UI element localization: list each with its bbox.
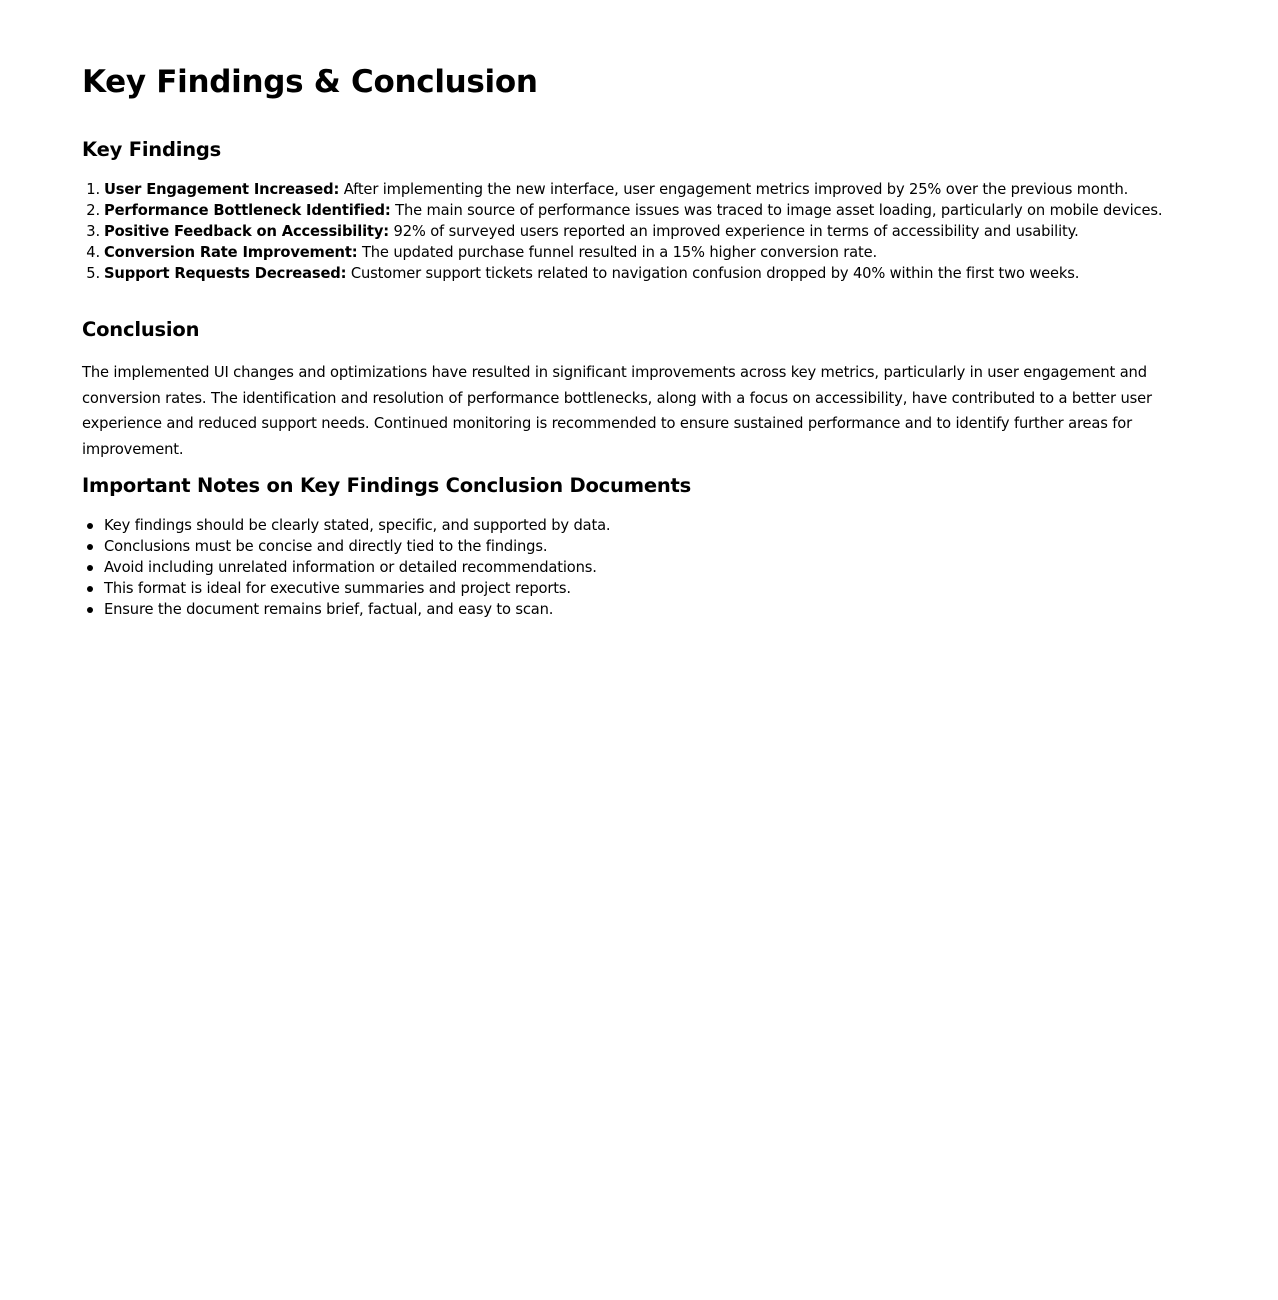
conclusion-paragraph: The implemented UI changes and optimizations have resulted in significant improvements across key metrics, particularly in user engagement and conversion rates. The identification and resolution of performance bottlenecks, along with a focus on accessibility, have contributed to a better user experience and reduced support needs. Continued monitoring is recommended to ensure sustained performance and to identify further areas for improvement. [82, 364, 1152, 458]
finding-title: User Engagement Increased: [104, 181, 340, 198]
list-item [82, 200, 1212, 221]
finding-text: 92% of surveyed users reported an improved experience in terms of accessibility and usability. [388, 223, 1079, 240]
list-item [82, 179, 1212, 200]
key-findings-list [82, 179, 1212, 284]
finding-title: Conversion Rate Improvement: [104, 244, 358, 261]
conclusion-heading: Conclusion [82, 318, 200, 341]
page-title: Key Findings & Conclusion [82, 64, 538, 100]
finding-text: After implementing the new interface, user engagement metrics improved by 25% over the previous month. [339, 181, 1129, 198]
bullet-icon [87, 565, 93, 571]
finding-text: The updated purchase funnel resulted in a 15% higher conversion rate. [357, 244, 878, 261]
list-item [82, 536, 1212, 557]
list-number: 2. [86, 202, 100, 219]
notes-list [82, 515, 1212, 620]
list-item [82, 263, 1212, 284]
key-findings-heading: Key Findings [82, 138, 222, 161]
list-number: 5. [86, 265, 100, 282]
list-item [82, 242, 1212, 263]
finding-text: The main source of performance issues was traced to image asset loading, particularly on mobile devices. [390, 202, 1163, 219]
bullet-icon [87, 607, 93, 613]
finding-text: Customer support tickets related to navigation confusion dropped by 40% within the first two weeks. [346, 265, 1080, 282]
list-number: 1. [86, 181, 100, 198]
list-item [82, 557, 1212, 578]
finding-title: Support Requests Decreased: [104, 265, 347, 282]
bullet-icon [87, 523, 93, 529]
note-text: Ensure the document remains brief, factual, and easy to scan. [104, 601, 554, 618]
list-item [82, 578, 1212, 599]
note-text: This format is ideal for executive summaries and project reports. [104, 580, 571, 597]
note-text: Avoid including unrelated information or detailed recommendations. [104, 559, 597, 576]
bullet-icon [87, 586, 93, 592]
bullet-icon [87, 544, 93, 550]
note-text: Key findings should be clearly stated, specific, and supported by data. [104, 517, 611, 534]
list-item [82, 221, 1212, 242]
list-item [82, 599, 1212, 620]
list-number: 4. [86, 244, 100, 261]
list-item [82, 515, 1212, 536]
list-number: 3. [86, 223, 100, 240]
finding-title: Performance Bottleneck Identified: [104, 202, 391, 219]
finding-title: Positive Feedback on Accessibility: [104, 223, 389, 240]
notes-heading: Important Notes on Key Findings Conclusion Documents [82, 474, 692, 497]
note-text: Conclusions must be concise and directly tied to the findings. [104, 538, 548, 555]
